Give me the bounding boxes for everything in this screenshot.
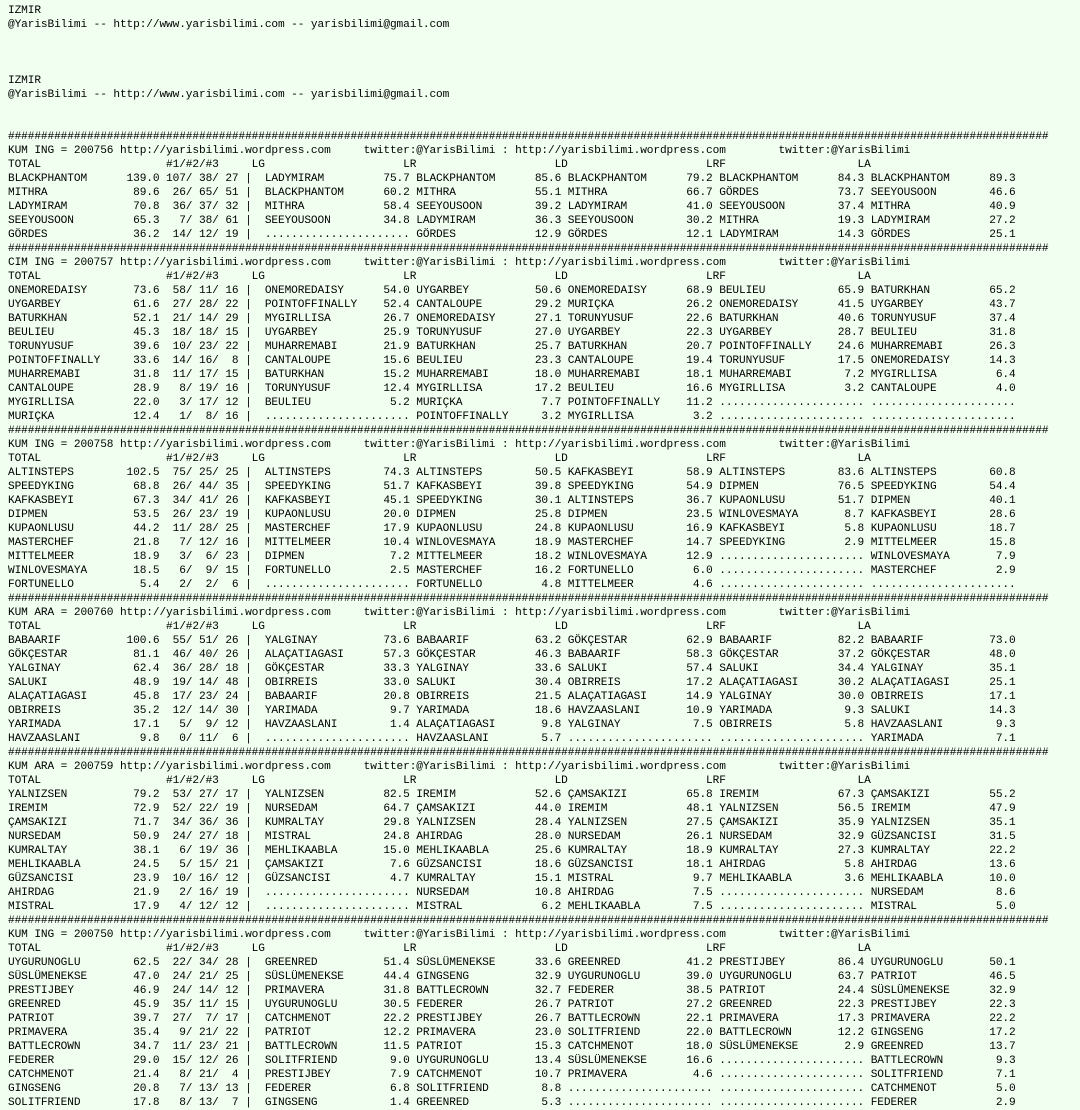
report-line: MURIÇKA 12.4 1/ 8/ 16 | ...................... POINTOFFINALLY 3.2 MYGIRLLISA 3.2 ...................... ...................... [8, 411, 1016, 423]
report-line: DIPMEN 53.5 26/ 23/ 19 | KUPAONLUSU 20.0 DIPMEN 25.8 DIPMEN 23.5 WINLOVESMAYA 8.7 KAFKASBEYI 28.6 [8, 509, 1016, 521]
section-divider: ############################################################################################################################################################## [8, 915, 1049, 927]
report-line: SÜSLÜMENEKSE 47.0 24/ 21/ 25 | SÜSLÜMENEKSE 44.4 GINGSENG 32.9 UYGURUNOGLU 39.0 UYGURUNOGLU 63.7 PATRIOT 46.5 [8, 971, 1016, 983]
report-line: FORTUNELLO 5.4 2/ 2/ 6 | ...................... FORTUNELLO 4.8 MITTELMEER 4.6 ...................... ...................... [8, 579, 1016, 591]
report-line: SEEYOUSOON 65.3 7/ 38/ 61 | SEEYOUSOON 34.8 LADYMIRAM 36.3 SEEYOUSOON 30.2 MITHRA 19.3 LADYMIRAM 27.2 [8, 215, 1016, 227]
report-line: @YarisBilimi -- http://www.yarisbilimi.com -- yarisbilimi@gmail.com [8, 89, 450, 101]
report-line: KUM ARA = 200759 http://yarisbilimi.wordpress.com twitter:@YarisBilimi : http://yarisbilimi.wordpress.com twitter:@YarisBilimi [8, 761, 911, 773]
report-line: KUPAONLUSU 44.2 11/ 28/ 25 | MASTERCHEF 17.9 KUPAONLUSU 24.8 KUPAONLUSU 16.9 KAFKASBEYI 5.8 KUPAONLUSU 18.7 [8, 523, 1016, 535]
report-line: BABAARIF 100.6 55/ 51/ 26 | YALGINAY 73.6 BABAARIF 63.2 GÖKÇESTAR 62.9 BABAARIF 82.2 BABAARIF 73.0 [8, 635, 1016, 647]
report-line: MEHLIKAABLA 24.5 5/ 15/ 21 | ÇAMSAKIZI 7.6 GÜZSANCISI 18.6 GÜZSANCISI 18.1 AHIRDAG 5.8 AHIRDAG 13.6 [8, 859, 1016, 871]
report-line: PRESTIJBEY 46.9 24/ 14/ 12 | PRIMAVERA 31.8 BATTLECROWN 32.7 FEDERER 38.5 PATRIOT 24.4 SÜSLÜMENEKSE 32.9 [8, 985, 1016, 997]
report-line: KUM ING = 200750 http://yarisbilimi.wordpress.com twitter:@YarisBilimi : http://yarisbilimi.wordpress.com twitter:@YarisBilimi [8, 929, 911, 941]
report-line: MASTERCHEF 21.8 7/ 12/ 16 | MITTELMEER 10.4 WINLOVESMAYA 18.9 MASTERCHEF 14.7 SPEEDYKING 2.9 MITTELMEER 15.8 [8, 537, 1016, 549]
report-line: ONEMOREDAISY 73.6 58/ 11/ 16 | ONEMOREDAISY 54.0 UYGARBEY 50.6 ONEMOREDAISY 68.9 BEULIEU 65.9 BATURKHAN 65.2 [8, 285, 1016, 297]
report-line: KUMRALTAY 38.1 6/ 19/ 36 | MEHLIKAABLA 15.0 MEHLIKAABLA 25.6 KUMRALTAY 18.9 KUMRALTAY 27.3 KUMRALTAY 22.2 [8, 845, 1016, 857]
report-line: MUHARREMABI 31.8 11/ 17/ 15 | BATURKHAN 15.2 MUHARREMABI 18.0 MUHARREMABI 18.1 MUHARREMABI 7.2 MYGIRLLISA 6.4 [8, 369, 1016, 381]
report-line: TOTAL #1/#2/#3 LG LR LD LRF LA [8, 621, 871, 633]
report-line: YARIMADA 17.1 5/ 9/ 12 | HAVZAASLANI 1.4 ALAÇATIAGASI 9.8 YALGINAY 7.5 OBIRREIS 5.8 HAVZAASLANI 9.3 [8, 719, 1016, 731]
section-divider: ############################################################################################################################################################## [8, 131, 1049, 143]
report-line: GÜZSANCISI 23.9 10/ 16/ 12 | GÜZSANCISI 4.7 KUMRALTAY 15.1 MISTRAL 9.7 MEHLIKAABLA 3.6 MEHLIKAABLA 10.0 [8, 873, 1016, 885]
report-line: HAVZAASLANI 9.8 0/ 11/ 6 | ...................... HAVZAASLANI 5.7 ...................... ...................... YARIMADA 7.1 [8, 733, 1016, 745]
report-line: GINGSENG 20.8 7/ 13/ 13 | FEDERER 6.8 SOLITFRIEND 8.8 ...................... ...................... CATCHMENOT 5.0 [8, 1083, 1016, 1095]
report-line: PRIMAVERA 35.4 9/ 21/ 22 | PATRIOT 12.2 PRIMAVERA 23.0 SOLITFRIEND 22.0 BATTLECROWN 12.2 GINGSENG 17.2 [8, 1027, 1016, 1039]
report-line: MYGIRLLISA 22.0 3/ 17/ 12 | BEULIEU 5.2 MURIÇKA 7.7 POINTOFFINALLY 11.2 ...................... ...................... [8, 397, 1016, 409]
report-line: TOTAL #1/#2/#3 LG LR LD LRF LA [8, 943, 871, 955]
report-line: FEDERER 29.0 15/ 12/ 26 | SOLITFRIEND 9.0 UYGURUNOGLU 13.4 SÜSLÜMENEKSE 16.6 ...................... BATTLECROWN 9.3 [8, 1055, 1016, 1067]
section-divider: ############################################################################################################################################################## [8, 593, 1049, 605]
report-line: GÖKÇESTAR 81.1 46/ 40/ 26 | ALAÇATIAGASI 57.3 GÖKÇESTAR 46.3 BABAARIF 58.3 GÖKÇESTAR 37.2 GÖKÇESTAR 48.0 [8, 649, 1016, 661]
report-line: TOTAL #1/#2/#3 LG LR LD LRF LA [8, 775, 871, 787]
report-line: @YarisBilimi -- http://www.yarisbilimi.com -- yarisbilimi@gmail.com [8, 19, 450, 31]
report-line: SOLITFRIEND 17.8 8/ 13/ 7 | GINGSENG 1.4 GREENRED 5.3 ...................... ...................... FEDERER 2.9 [8, 1097, 1016, 1109]
report-line: YALNIZSEN 79.2 53/ 27/ 17 | YALNIZSEN 82.5 IREMIM 52.6 ÇAMSAKIZI 65.8 IREMIM 67.3 ÇAMSAKIZI 55.2 [8, 789, 1016, 801]
report-line: WINLOVESMAYA 18.5 6/ 9/ 15 | FORTUNELLO 2.5 MASTERCHEF 16.2 FORTUNELLO 6.0 ...................... MASTERCHEF 2.9 [8, 565, 1016, 577]
report-line: MITHRA 89.6 26/ 65/ 51 | BLACKPHANTOM 60.2 MITHRA 55.1 MITHRA 66.7 GÖRDES 73.7 SEEYOUSOON 46.6 [8, 187, 1016, 199]
report-line: BATURKHAN 52.1 21/ 14/ 29 | MYGIRLLISA 26.7 ONEMOREDAISY 27.1 TORUNYUSUF 22.6 BATURKHAN 40.6 TORUNYUSUF 37.4 [8, 313, 1016, 325]
report-line: NURSEDAM 50.9 24/ 27/ 18 | MISTRAL 24.8 AHIRDAG 28.0 NURSEDAM 26.1 NURSEDAM 32.9 GÜZSANCISI 31.5 [8, 831, 1016, 843]
report-line: OBIRREIS 35.2 12/ 14/ 30 | YARIMADA 9.7 YARIMADA 18.6 HAVZAASLANI 10.9 YARIMADA 9.3 SALUKI 14.3 [8, 705, 1016, 717]
report-line: KUM ING = 200758 http://yarisbilimi.wordpress.com twitter:@YarisBilimi : http://yarisbilimi.wordpress.com twitter:@YarisBilimi [8, 439, 911, 451]
report-line: IREMIM 72.9 52/ 22/ 19 | NURSEDAM 64.7 ÇAMSAKIZI 44.0 IREMIM 48.1 YALNIZSEN 56.5 IREMIM 47.9 [8, 803, 1016, 815]
report-line: CATCHMENOT 21.4 8/ 21/ 4 | PRESTIJBEY 7.9 CATCHMENOT 10.7 PRIMAVERA 4.6 ...................... SOLITFRIEND 7.1 [8, 1069, 1016, 1081]
report-line: IZMIR [8, 75, 41, 87]
report-line: AHIRDAG 21.9 2/ 16/ 19 | ...................... NURSEDAM 10.8 AHIRDAG 7.5 ...................... NURSEDAM 8.6 [8, 887, 1016, 899]
report-line: TOTAL #1/#2/#3 LG LR LD LRF LA [8, 271, 871, 283]
report-line: TOTAL #1/#2/#3 LG LR LD LRF LA [8, 159, 871, 171]
section-divider: ############################################################################################################################################################## [8, 425, 1049, 437]
report-line: UYGARBEY 61.6 27/ 28/ 22 | POINTOFFINALLY 52.4 CANTALOUPE 29.2 MURIÇKA 26.2 ONEMOREDAISY 41.5 UYGARBEY 43.7 [8, 299, 1016, 311]
report-line: SPEEDYKING 68.8 26/ 44/ 35 | SPEEDYKING 51.7 KAFKASBEYI 39.8 SPEEDYKING 54.9 DIPMEN 76.5 SPEEDYKING 54.4 [8, 481, 1016, 493]
report-line: MISTRAL 17.9 4/ 12/ 12 | ...................... MISTRAL 6.2 MEHLIKAABLA 7.5 ...................... MISTRAL 5.0 [8, 901, 1016, 913]
report-line: ALAÇATIAGASI 45.8 17/ 23/ 24 | BABAARIF 20.8 OBIRREIS 21.5 ALAÇATIAGASI 14.9 YALGINAY 30.0 OBIRREIS 17.1 [8, 691, 1016, 703]
section-divider: ############################################################################################################################################################## [8, 747, 1049, 759]
report-line: ALTINSTEPS 102.5 75/ 25/ 25 | ALTINSTEPS 74.3 ALTINSTEPS 50.5 KAFKASBEYI 58.9 ALTINSTEPS 83.6 ALTINSTEPS 60.8 [8, 467, 1016, 479]
report-line: UYGURUNOGLU 62.5 22/ 34/ 28 | GREENRED 51.4 SÜSLÜMENEKSE 33.6 GREENRED 41.2 PRESTIJBEY 86.4 UYGURUNOGLU 50.1 [8, 957, 1016, 969]
report-line: CANTALOUPE 28.9 8/ 19/ 16 | TORUNYUSUF 12.4 MYGIRLLISA 17.2 BEULIEU 16.6 MYGIRLLISA 3.2 CANTALOUPE 4.0 [8, 383, 1016, 395]
report-line: IZMIR [8, 5, 41, 17]
section-divider: ############################################################################################################################################################## [8, 243, 1049, 255]
report-line: CIM ING = 200757 http://yarisbilimi.wordpress.com twitter:@YarisBilimi : http://yarisbilimi.wordpress.com twitter:@YarisBilimi [8, 257, 911, 269]
report-line: TOTAL #1/#2/#3 LG LR LD LRF LA [8, 453, 871, 465]
report-line: LADYMIRAM 70.8 36/ 37/ 32 | MITHRA 58.4 SEEYOUSOON 39.2 LADYMIRAM 41.0 SEEYOUSOON 37.4 MITHRA 40.9 [8, 201, 1016, 213]
report-line: TORUNYUSUF 39.6 10/ 23/ 22 | MUHARREMABI 21.9 BATURKHAN 25.7 BATURKHAN 20.7 POINTOFFINALLY 24.6 MUHARREMABI 26.3 [8, 341, 1016, 353]
report-line: YALGINAY 62.4 36/ 28/ 18 | GÖKÇESTAR 33.3 YALGINAY 33.6 SALUKI 57.4 SALUKI 34.4 YALGINAY 35.1 [8, 663, 1016, 675]
report-line: MITTELMEER 18.9 3/ 6/ 23 | DIPMEN 7.2 MITTELMEER 18.2 WINLOVESMAYA 12.9 ...................... WINLOVESMAYA 7.9 [8, 551, 1016, 563]
report-line: GREENRED 45.9 35/ 11/ 15 | UYGURUNOGLU 30.5 FEDERER 26.7 PATRIOT 27.2 GREENRED 22.3 PRESTIJBEY 22.3 [8, 999, 1016, 1011]
report-line: ÇAMSAKIZI 71.7 34/ 36/ 36 | KUMRALTAY 29.8 YALNIZSEN 28.4 YALNIZSEN 27.5 ÇAMSAKIZI 35.9 YALNIZSEN 35.1 [8, 817, 1016, 829]
report-line: KAFKASBEYI 67.3 34/ 41/ 26 | KAFKASBEYI 45.1 SPEEDYKING 30.1 ALTINSTEPS 36.7 KUPAONLUSU 51.7 DIPMEN 40.1 [8, 495, 1016, 507]
report-line: BATTLECROWN 34.7 11/ 23/ 21 | BATTLECROWN 11.5 PATRIOT 15.3 CATCHMENOT 18.0 SÜSLÜMENEKSE 2.9 GREENRED 13.7 [8, 1041, 1016, 1053]
report-line: KUM ARA = 200760 http://yarisbilimi.wordpress.com twitter:@YarisBilimi : http://yarisbilimi.wordpress.com twitter:@YarisBilimi [8, 607, 911, 619]
report-line: POINTOFFINALLY 33.6 14/ 16/ 8 | CANTALOUPE 15.6 BEULIEU 23.3 CANTALOUPE 19.4 TORUNYUSUF 17.5 ONEMOREDAISY 14.3 [8, 355, 1016, 367]
report-line: BEULIEU 45.3 18/ 18/ 15 | UYGARBEY 25.9 TORUNYUSUF 27.0 UYGARBEY 22.3 UYGARBEY 28.7 BEULIEU 31.8 [8, 327, 1016, 339]
report-line: BLACKPHANTOM 139.0 107/ 38/ 27 | LADYMIRAM 75.7 BLACKPHANTOM 85.6 BLACKPHANTOM 79.2 BLACKPHANTOM 84.3 BLACKPHANTOM 89.3 [8, 173, 1016, 185]
report-line: KUM ING = 200756 http://yarisbilimi.wordpress.com twitter:@YarisBilimi : http://yarisbilimi.wordpress.com twitter:@YarisBilimi [8, 145, 911, 157]
report-line: SALUKI 48.9 19/ 14/ 48 | OBIRREIS 33.0 SALUKI 30.4 OBIRREIS 17.2 ALAÇATIAGASI 30.2 ALAÇATIAGASI 25.1 [8, 677, 1016, 689]
report-line: PATRIOT 39.7 27/ 7/ 17 | CATCHMENOT 22.2 PRESTIJBEY 26.7 BATTLECROWN 22.1 PRIMAVERA 17.3 PRIMAVERA 22.2 [8, 1013, 1016, 1025]
report-line: GÖRDES 36.2 14/ 12/ 19 | ...................... GÖRDES 12.9 GÖRDES 12.1 LADYMIRAM 14.3 GÖRDES 25.1 [8, 229, 1016, 241]
